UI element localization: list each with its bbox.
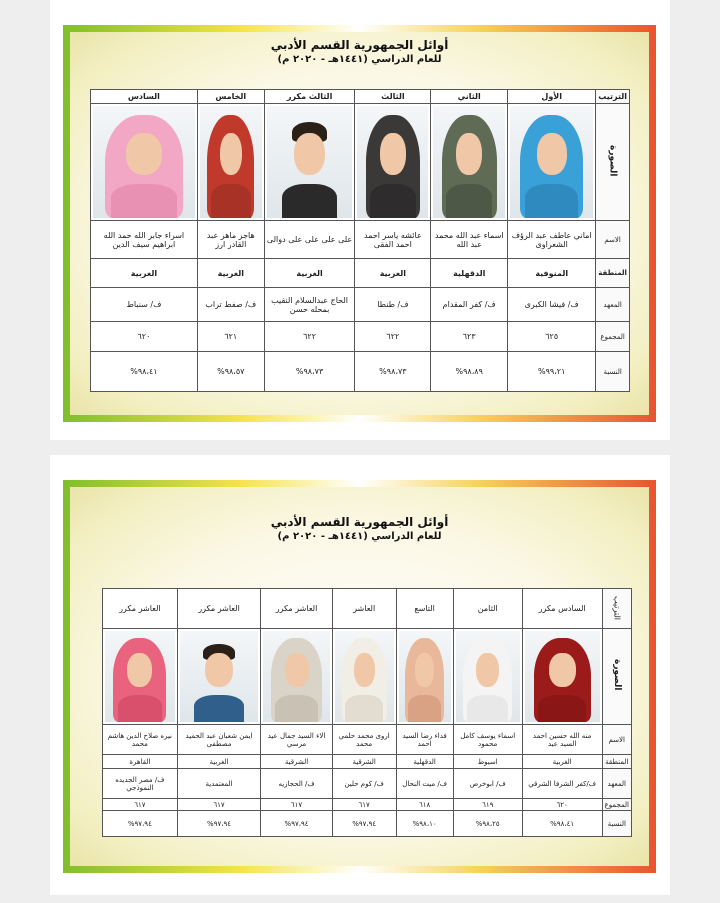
student-total: ٦١٩ — [453, 799, 522, 811]
honors-table — [90, 89, 630, 392]
student-total: ٦١٧ — [332, 799, 396, 811]
portrait-image — [335, 631, 394, 722]
student-photo — [261, 629, 332, 725]
student-name: نيره صلاح الدين هاشم محمد — [103, 725, 178, 755]
student-percent: ٩٨،٤١% — [522, 811, 602, 837]
region-label: المنطقة — [596, 259, 630, 288]
portrait-image — [456, 631, 520, 722]
student-region: الغربية — [355, 259, 431, 288]
student-percent: ٩٨،٥٧% — [197, 352, 264, 392]
institute-label: المعهد — [602, 769, 631, 799]
student-region: الغربية — [177, 755, 261, 769]
student-institute: ف/ فيشا الكبرى — [508, 288, 596, 322]
student-total: ٦٢٠ — [522, 799, 602, 811]
rank-cell: العاشر مكرر — [103, 589, 178, 629]
student-photo — [332, 629, 396, 725]
portrait-image — [510, 106, 593, 218]
student-photo — [197, 104, 264, 221]
student-photo — [91, 104, 198, 221]
portrait-image — [357, 106, 428, 218]
student-name: منه الله حسين احمد السيد عيد — [522, 725, 602, 755]
student-region: اسيوط — [453, 755, 522, 769]
photo-row — [103, 629, 632, 725]
portrait-image — [399, 631, 451, 722]
decorative-frame — [63, 480, 656, 873]
photo-label: الصورة — [602, 629, 631, 725]
decorative-frame — [63, 25, 656, 422]
student-region: الدقهلية — [431, 259, 508, 288]
institute-row — [103, 769, 632, 799]
student-name: اروى محمد حلمي محمد — [332, 725, 396, 755]
rank-cell: الخامس — [197, 90, 264, 104]
name-label: الاسم — [596, 221, 630, 259]
student-photo — [522, 629, 602, 725]
rank-cell: السادس — [91, 90, 198, 104]
student-photo — [264, 104, 355, 221]
student-region: المنوفية — [508, 259, 596, 288]
percent-row — [103, 811, 632, 837]
student-name: على على على على دوالى — [264, 221, 355, 259]
page-subtitle: للعام الدراسي (١٤٤١هـ - ٢٠٢٠ م) — [277, 531, 442, 542]
percent-label: النسبة — [602, 811, 631, 837]
portrait-image — [267, 106, 353, 218]
rank-cell: الثاني — [431, 90, 508, 104]
portrait-image — [200, 106, 262, 218]
student-institute: ف/ ميت النحال — [396, 769, 453, 799]
student-region: الدقهلية — [396, 755, 453, 769]
student-photo — [355, 104, 431, 221]
institute-label: المعهد — [596, 288, 630, 322]
percent-row — [91, 352, 630, 392]
student-total: ٦٢٥ — [508, 322, 596, 352]
page-header — [70, 515, 649, 542]
portrait-image — [105, 631, 175, 722]
student-region: الغربية — [264, 259, 355, 288]
student-total: ٦١٧ — [177, 799, 261, 811]
student-percent: ٩٧،٩٤% — [332, 811, 396, 837]
portrait-image — [525, 631, 600, 722]
student-total: ٦٢٣ — [431, 322, 508, 352]
page-title: أوائل الجمهورية القسم الأدبي — [270, 515, 449, 529]
student-total: ٦٢١ — [197, 322, 264, 352]
portrait-image — [180, 631, 259, 722]
rank-cell: السادس مكرر — [522, 589, 602, 629]
student-name: هاجر ماهر عبد القادر ارز — [197, 221, 264, 259]
student-institute: ف/ مصر الجديده النموذجي — [103, 769, 178, 799]
student-name: عائشه ياسر احمد احمد الفقى — [355, 221, 431, 259]
rank-cell: العاشر مكرر — [177, 589, 261, 629]
student-region: الشرقية — [261, 755, 332, 769]
student-institute: ف/ سنباط — [91, 288, 198, 322]
student-total: ٦١٧ — [261, 799, 332, 811]
student-institute: ف/كفر الشرفا الشرقي — [522, 769, 602, 799]
student-name: الاء السيد جمال عيد مرسي — [261, 725, 332, 755]
student-percent: ٩٨،٤١% — [91, 352, 198, 392]
student-region: الشرقية — [332, 755, 396, 769]
student-name: ايمن شعبان عبد الحميد مصطفى — [177, 725, 261, 755]
student-name: اسماء عبد الله محمد عبد الله — [431, 221, 508, 259]
page-header — [70, 38, 649, 65]
student-percent: ٩٧،٩٤% — [261, 811, 332, 837]
student-percent: ٩٧،٩٤% — [103, 811, 178, 837]
student-institute: ف/ كفر المقدام — [431, 288, 508, 322]
page-1 — [50, 0, 670, 440]
photo-row — [91, 104, 630, 221]
student-region: الغربية — [197, 259, 264, 288]
honors-table — [102, 588, 632, 837]
name-row — [91, 221, 630, 259]
rank-cell: التاسع — [396, 589, 453, 629]
rank-row — [103, 589, 632, 629]
student-institute: ف/ الحجازيه — [261, 769, 332, 799]
portrait-image — [263, 631, 329, 722]
student-photo — [177, 629, 261, 725]
student-percent: ٩٨،١٠% — [396, 811, 453, 837]
student-photo — [508, 104, 596, 221]
page-title: أوائل الجمهورية القسم الأدبي — [270, 38, 449, 52]
student-percent: ٩٧،٩٤% — [177, 811, 261, 837]
student-total: ٦١٧ — [103, 799, 178, 811]
student-name: اسماء يوسف كامل محمود — [453, 725, 522, 755]
student-institute: ف/ صفط تراب — [197, 288, 264, 322]
name-label: الاسم — [602, 725, 631, 755]
student-region: الغربية — [522, 755, 602, 769]
total-label: المجموع — [596, 322, 630, 352]
rank-cell: الثالث مكرر — [264, 90, 355, 104]
rank-cell: الثامن — [453, 589, 522, 629]
student-percent: ٩٨،٧٣% — [355, 352, 431, 392]
student-institute: ف/ طنطا — [355, 288, 431, 322]
student-photo — [103, 629, 178, 725]
region-row — [91, 259, 630, 288]
student-institute: ف/ كوم حلين — [332, 769, 396, 799]
student-percent: ٩٨،٢٥% — [453, 811, 522, 837]
student-percent: ٩٨،٧٣% — [264, 352, 355, 392]
percent-label: النسبة — [596, 352, 630, 392]
total-row — [91, 322, 630, 352]
page-subtitle: للعام الدراسي (١٤٤١هـ - ٢٠٢٠ م) — [277, 54, 442, 65]
photo-label: الصورة — [596, 104, 630, 221]
rank-cell: العاشر مكرر — [261, 589, 332, 629]
rank-cell: العاشر — [332, 589, 396, 629]
student-total: ٦٢٢ — [264, 322, 355, 352]
student-region: القاهرة — [103, 755, 178, 769]
total-row — [103, 799, 632, 811]
rank-cell: الثالث — [355, 90, 431, 104]
student-percent: ٩٩،٢١% — [508, 352, 596, 392]
region-row — [103, 755, 632, 769]
page-2 — [50, 455, 670, 895]
student-photo — [396, 629, 453, 725]
portrait-image — [433, 106, 505, 218]
student-total: ٦٢٠ — [91, 322, 198, 352]
total-label: المجموع — [602, 799, 631, 811]
student-percent: ٩٨،٨٩% — [431, 352, 508, 392]
student-total: ٦٢٢ — [355, 322, 431, 352]
student-name: اماني عاطف عبد الرؤف الشعراوى — [508, 221, 596, 259]
rank-row — [91, 90, 630, 104]
student-institute: ف/ ابوخرص — [453, 769, 522, 799]
student-institute: الحاج عبدالسلام النقيب بمحله حسن — [264, 288, 355, 322]
student-photo — [431, 104, 508, 221]
rank-label: الترتيب — [596, 90, 630, 104]
institute-row — [91, 288, 630, 322]
name-row — [103, 725, 632, 755]
portrait-image — [93, 106, 195, 218]
student-total: ٦١٨ — [396, 799, 453, 811]
rank-label: الترتيب — [602, 589, 631, 629]
student-name: فداء رضا السيد احمد — [396, 725, 453, 755]
student-photo — [453, 629, 522, 725]
region-label: المنطقة — [602, 755, 631, 769]
student-region: الغربية — [91, 259, 198, 288]
student-name: اسراء جابر الله حمد الله ابراهيم سيف الدين — [91, 221, 198, 259]
student-institute: المعتمدية — [177, 769, 261, 799]
rank-cell: الأول — [508, 90, 596, 104]
